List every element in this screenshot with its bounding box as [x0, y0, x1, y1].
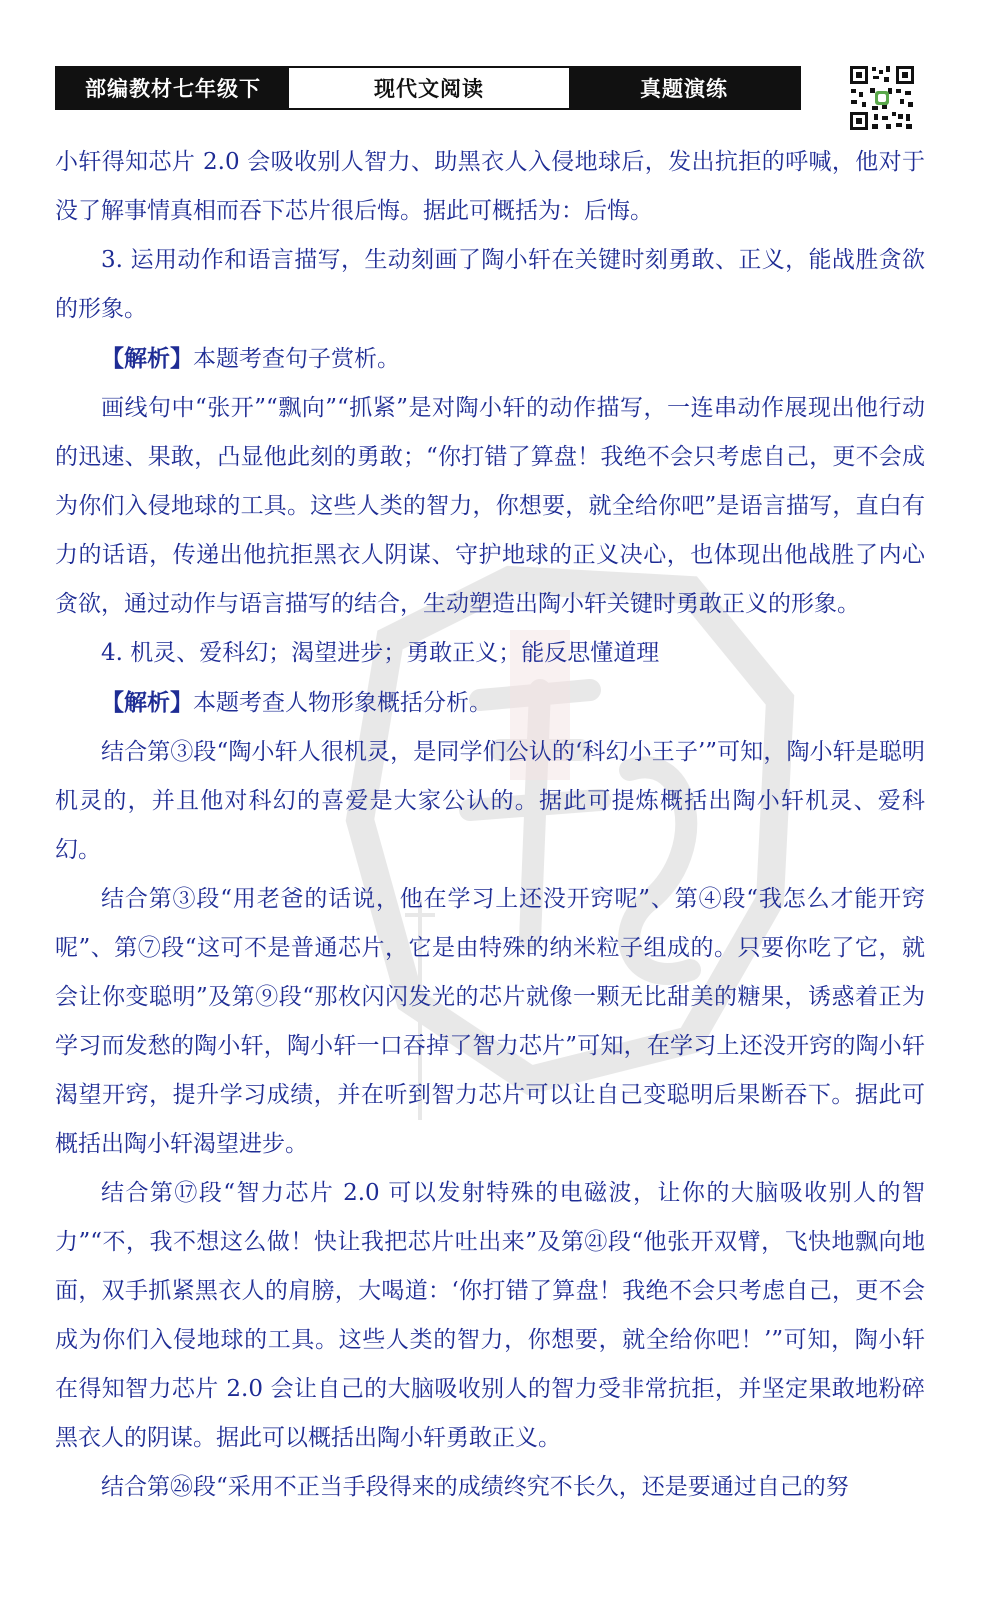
- paragraph-text: 本题考查人物形象概括分析。: [193, 690, 492, 716]
- paragraph: [55, 384, 925, 629]
- paragraph-text: 结合第⑰段“智力芯片 2.0 可以发射特殊的电磁波，让你的大脑吸收别人的智力”“不，我不想这么做！快让我把芯片吐出来”及第㉑段“他张开双臂，飞快地飘向地面，双手抓紧黑衣人的肩膀，大喝道：‘你打错了算盘！我绝不会只考虑自己，更不会成为你们入侵地球的工具。这些人类的智力，你想要，就全给你吧！’”可知，陶小轩在得知智力芯片 2.0 会让自己的大脑吸收别人的智力受非常抗拒，并坚定果敢地粉碎黑衣人的阴谋。据此可以概括出陶小轩勇敢正义。: [55, 1180, 925, 1451]
- paragraph-text: 小轩得知芯片 2.0 会吸收别人智力、助黑衣人入侵地球后，发出抗拒的呼喊，他对于没了解事情真相而吞下芯片很后悔。据此可概括为：后悔。: [55, 149, 925, 224]
- paragraph: [55, 629, 925, 678]
- header-grade-label: 部编教材七年级下: [57, 68, 289, 108]
- paragraph: [55, 138, 925, 236]
- paragraph: [55, 678, 925, 728]
- paragraph: [55, 1463, 925, 1512]
- paragraph-text: 结合第③段“用老爸的话说，他在学习上还没开窍呢”、第④段“我怎么才能开窍呢”、第⑦段“这可不是普通芯片，它是由特殊的纳米粒子组成的。只要你吃了它，就会让你变聪明”及第⑨段“那枚闪闪发光的芯片就像一颗无比甜美的糖果，诱惑着正为学习而发愁的陶小轩，陶小轩一口吞掉了智力芯片”可知，在学习上还没开窍的陶小轩渴望开窍，提升学习成绩，并在听到智力芯片可以让自己变聪明后果断吞下。据此可概括出陶小轩渴望进步。: [55, 886, 925, 1157]
- paragraph-text: 结合第③段“陶小轩人很机灵，是同学们公认的‘科幻小王子’”可知，陶小轩是聪明机灵的，并且他对科幻的喜爱是大家公认的。据此可提炼概括出陶小轩机灵、爱科幻。: [55, 739, 925, 863]
- paragraph-text: 4. 机灵、爱科幻；渴望进步；勇敢正义；能反思懂道理: [101, 640, 660, 666]
- analysis-tag: 【解析】: [101, 689, 193, 716]
- paragraph: [55, 236, 925, 334]
- header-practice-label: 真题演练: [569, 68, 799, 108]
- paragraph: [55, 1169, 925, 1463]
- paragraph-text: 画线句中“张开”“飘向”“抓紧”是对陶小轩的动作描写，一连串动作展现出他行动的迅速、果敢，凸显他此刻的勇敢；“你打错了算盘！我绝不会只考虑自己，更不会成为你们入侵地球的工具。这些人类的智力，你想要，就全给你吧”是语言描写，直白有力的话语，传递出他抗拒黑衣人阴谋、守护地球的正义决心，也体现出他战胜了内心贪欲，通过动作与语言描写的结合，生动塑造出陶小轩关键时勇敢正义的形象。: [55, 395, 925, 617]
- paragraph: [55, 334, 925, 384]
- header-section-label: 现代文阅读: [289, 68, 569, 108]
- answer-text: [55, 138, 925, 1512]
- qr-code-icon: [848, 64, 916, 132]
- paragraph-text: 3. 运用动作和语言描写，生动刻画了陶小轩在关键时刻勇敢、正义，能战胜贪欲的形象。: [55, 247, 925, 322]
- paragraph: [55, 728, 925, 875]
- paragraph-text: 本题考查句子赏析。: [193, 346, 400, 372]
- header-bar: [55, 66, 801, 110]
- analysis-tag: 【解析】: [101, 345, 193, 372]
- paragraph: [55, 875, 925, 1169]
- paragraph-text: 结合第㉖段“采用不正当手段得来的成绩终究不长久，还是要通过自己的努: [101, 1474, 849, 1500]
